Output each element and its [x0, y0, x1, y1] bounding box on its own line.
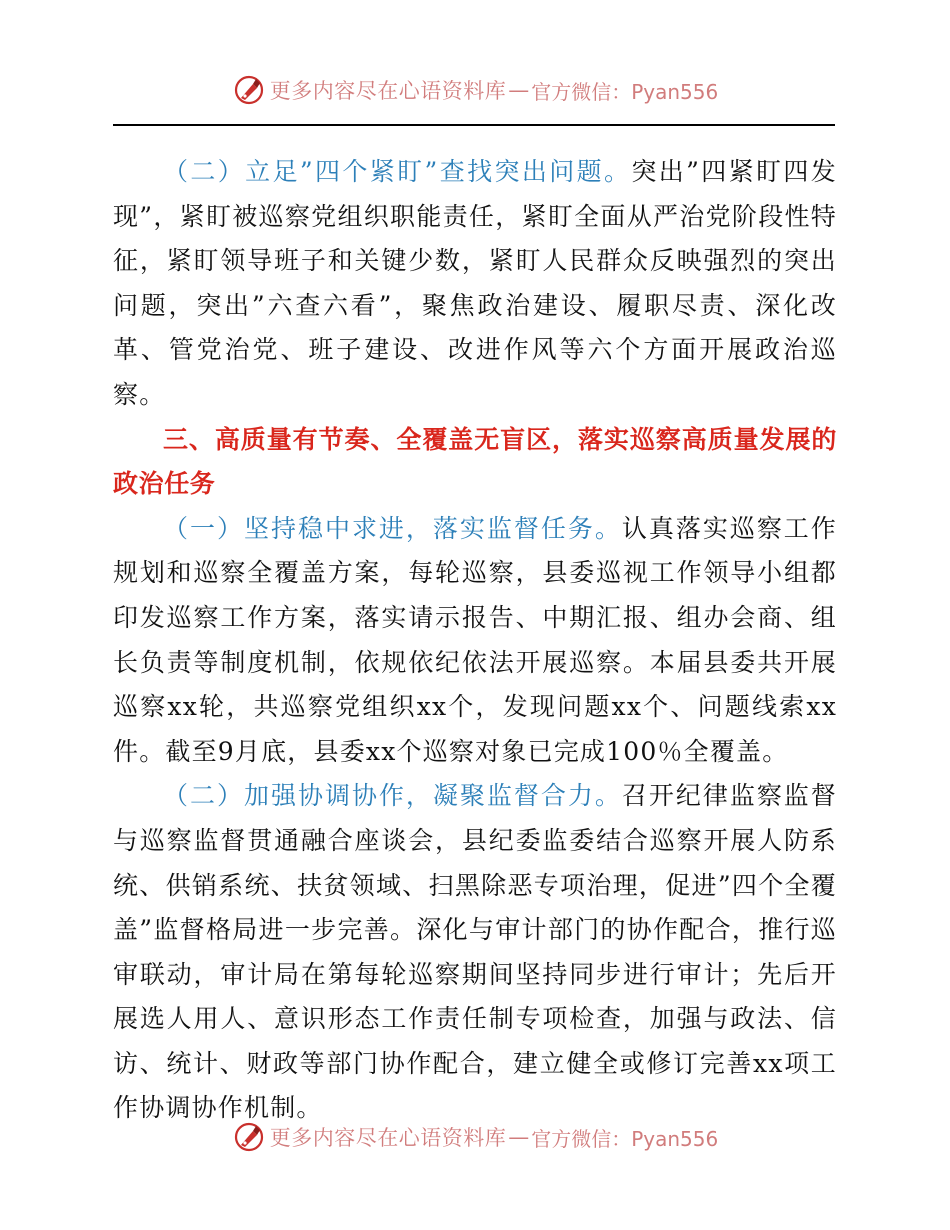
subheading: （二）立足”四个紧盯”查找突出问题。 — [163, 157, 632, 186]
watermark-wechat: 官方微信：Pyan556 — [531, 1126, 719, 1151]
footer-watermark — [0, 1117, 950, 1157]
paragraph-text: 突出”四紧盯四发现”，紧盯被巡察党组织职能责任，紧盯全面从严治党阶段性特征，紧盯领导班子和关键少数，紧盯人民群众反映强烈的突出问题，突出”六查六看”，聚焦政治建设、履职尽责、深化改革、管党治党、班子建设、改进作风等六个方面开展政治巡察。 — [113, 157, 837, 409]
watermark-text: 更多内容尽在心语资料库 — [269, 1126, 507, 1150]
pen-nib-logo-icon — [232, 1120, 266, 1154]
paragraph-text: 召开纪律监察监督与巡察监督贯通融合座谈会，县纪委监委结合巡察开展人防系统、供销系统、扶贫领域、扫黑除恶专项治理，促进”四个全覆盖”监督格局进一步完善。深化与审计部门的协作配合，推行巡审联动，审计局在第每轮巡察期间坚持同步进行审计；先后开展选人用人、意识形态工作责任制专项检查，加强与政法、信访、统计、财政等部门协作配合，建立健全或修订完善xx项工作协调协作机制。 — [113, 781, 837, 1123]
subheading: （二）加强协调协作，凝聚监督合力。 — [163, 781, 622, 811]
watermark-text: 更多内容尽在心语资料库 — [269, 79, 507, 103]
watermark-wechat: 官方微信：Pyan556 — [531, 79, 719, 104]
watermark-separator: — — [508, 1125, 530, 1149]
watermark-separator: — — [508, 78, 530, 102]
header-watermark — [0, 70, 950, 110]
section-title: 三、高质量有节奏、全覆盖无盲区，落实巡察高质量发展的政治任务 — [113, 424, 837, 499]
subheading: （一）坚持稳中求进，落实监督任务。 — [163, 513, 622, 543]
paragraph-text: 认真落实巡察工作规划和巡察全覆盖方案，每轮巡察，县委巡视工作领导小组都印发巡察工作方案，落实请示报告、中期汇报、组办会商、组长负责等制度机制，依规依纪依法开展巡察。本届县委共开展巡察xx轮，共巡察党组织xx个，发现问题xx个、问题线索xx件。截至9月底，县委xx个巡察对象已完成100％全覆盖。 — [113, 513, 837, 766]
paragraph-coordination — [113, 774, 837, 1131]
header-rule — [113, 124, 835, 126]
document-body — [113, 150, 837, 1131]
paragraph-supervision-tasks — [113, 507, 837, 775]
paragraph-four-focus — [113, 150, 837, 418]
pen-nib-logo-icon — [232, 73, 266, 107]
